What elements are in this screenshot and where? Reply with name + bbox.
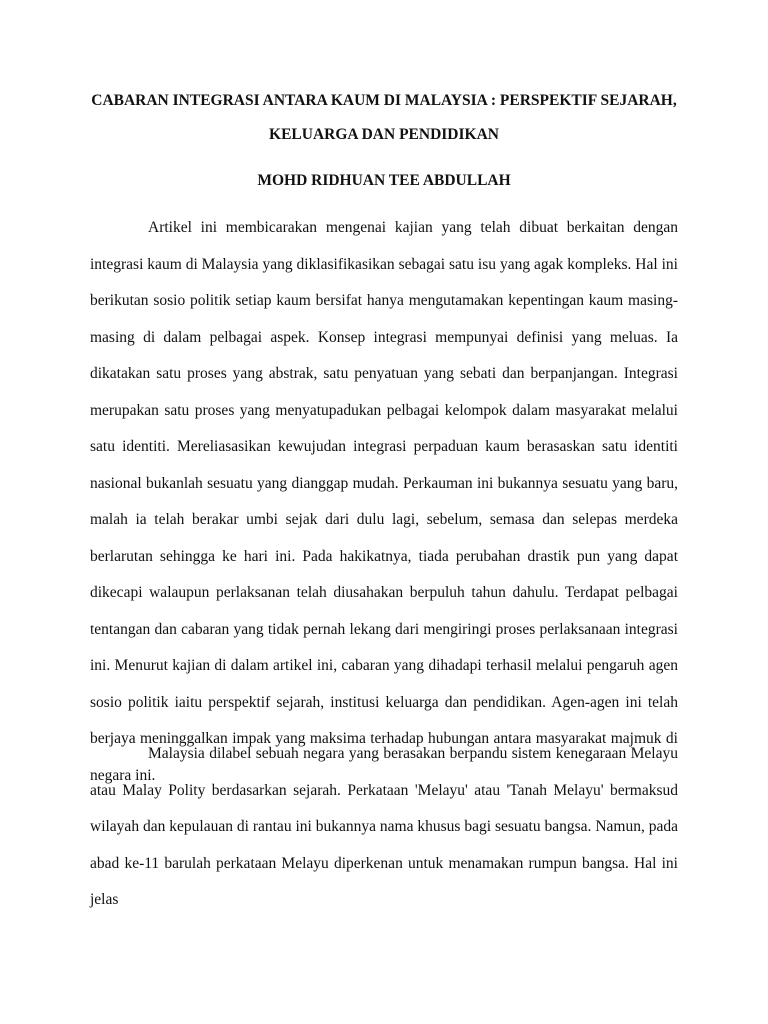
author-name: MOHD RIDHUAN TEE ABDULLAH (257, 172, 511, 189)
body-paragraph-1: Artikel ini membicarakan mengenai kajian yang telah dibuat berkaitan dengan integrasi kaum di Malaysia yang diklasifikasikan sebagai satu isu yang agak kompleks. Hal ini berikutan sosio politik setiap kaum bersifat hanya mengutamakan kepentingan kaum masing-masing di dalam pelbagai aspek. Konsep integrasi mempunyai definisi yang meluas. Ia dikatakan satu proses yang abstrak, satu penyatuan yang sebati dan berpanjangan. Integrasi merupakan satu proses yang menyatupadukan pelbagai kelompok dalam masyarakat melalui satu identiti. Mereliasasikan kewujudan integrasi perpaduan kaum berasaskan satu identiti nasional bukanlah sesuatu yang dianggap mudah. Perkauman ini bukannya sesuatu yang baru, malah ia telah berakar umbi sejak dari dulu lagi, sebelum, semasa dan selepas merdeka berlarutan sehingga ke hari ini. Pada hakikatnya, tiada perubahan drastik pun yang dapat dikecapi walaupun perlaksanan telah diusahakan berpuluh tahun dahulu. Terdapat pelbagai tentangan dan cabaran yang tidak pernah lekang dari mengiringi proses perlaksanaan integrasi ini. Menurut kajian di dalam artikel ini, cabaran yang dihadapi terhasil melalui pengaruh agen sosio politik iaitu perspektif sejarah, institusi keluarga dan pendidikan. Agen-agen ini telah berjaya meninggalkan impak yang maksima terhadap hubungan antara masyarakat majmuk di negara ini. (90, 219, 678, 784)
body-paragraph-2: Malaysia dilabel sebuah negara yang berasakan berpandu sistem kenegaraan Melayu atau Malay Polity berdasarkan sejarah. Perkataan 'Melayu' atau 'Tanah Melayu' bermaksud wilayah dan kepulauan di rantau ini bukannya nama khusus bagi sesuatu bangsa. Namun, pada abad ke-11 barulah perkataan Melayu diperkenan untuk menamakan rumpun bangsa. Hal ini jelas (90, 745, 678, 908)
document-title-line-2: KELUARGA DAN PENDIDIKAN (269, 126, 499, 143)
document-title-line-1: CABARAN INTEGRASI ANTARA KAUM DI MALAYSIA : PERSPEKTIF SEJARAH, (91, 92, 677, 109)
